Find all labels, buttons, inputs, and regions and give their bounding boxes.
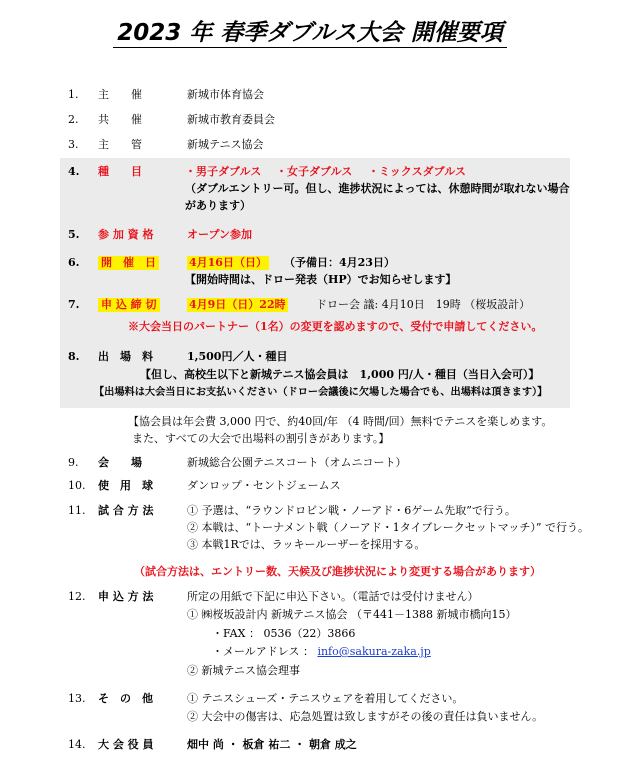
item-10-number: 10. (68, 479, 86, 492)
item-13-label: そ の 他 (98, 692, 153, 705)
format-line1: ① 予選は、“ラウンドロビン戦・ノーアド・6ゲーム先取”で行う。 (187, 504, 516, 517)
item-3-value: 新城テニス協会 (187, 138, 264, 151)
format-warning: （試合方法は、エントリー数、天候及び進捗状況により変更する場合があります） (134, 565, 541, 578)
item-11-number: 11. (68, 504, 86, 517)
item-11-label: 試 合 方 法 (98, 504, 154, 517)
item-4-label: 種 目 (98, 165, 142, 178)
ball-value: ダンロップ・セントジェームス (187, 479, 341, 492)
item-2-value: 新城市教育委員会 (187, 113, 275, 126)
partner-change-notice: ※大会当日のパートナー（1名）の変更を認めますので、受付で申請してください。 (128, 320, 543, 333)
event-note-line2: があります） (185, 199, 251, 212)
item-2-number: 2. (68, 113, 79, 126)
email-link[interactable]: info@sakura-zaka.jp (317, 645, 431, 658)
item-1-number: 1. (68, 88, 79, 101)
deadline-value: 4月9日（日）22時 (189, 298, 286, 311)
item-10-label: 使 用 球 (98, 479, 153, 492)
apply-line1: 所定の用紙で下記に申込下さい。（電話では受付けません） (187, 590, 479, 603)
event-note-line1: （ダブルエントリー可。但し、進捗状況によっては、休憩時間が取れない場合 (185, 182, 570, 195)
eligibility-value: オープン参加 (187, 228, 253, 241)
date-reserve: （予備日：4月23日） (284, 256, 395, 269)
item-5-label: 参 加 資 格 (98, 228, 154, 241)
item-7-number: 7. (68, 298, 80, 311)
title-text: 2023 年 春季ダブルス大会 開催要項 (113, 20, 506, 48)
item-5-number: 5. (68, 228, 80, 241)
item-3-number: 3. (68, 138, 79, 151)
item-8-number: 8. (68, 350, 80, 363)
apply-mail-label: ・メールアドレス ： (212, 645, 318, 658)
item-4-number: 4. (68, 165, 80, 178)
draw-meeting: ドロー会 議: 4月10日 19時 （桜坂設計） (316, 298, 531, 311)
item-7-label: 申 込 締 切 (98, 298, 160, 312)
membership-line2: また、すべての大会で出場料の割引きがあります。】 (132, 432, 390, 445)
apply-line2: ① ㈱桜坂設計内 新城テニス協会 （〒441－1388 新城市橋向15） (187, 608, 517, 621)
apply-fax: ・FAX ： 0536（22）3866 (212, 627, 356, 640)
format-line3: ③ 本戦1Rでは、ラッキールーザーを採用する。 (187, 538, 426, 551)
item-13-number: 13. (68, 692, 86, 705)
item-12-label: 申 込 方 法 (98, 590, 154, 603)
membership-line1: 【協会員は年会費 3,000 円で、約40回/年 （4 時間/回）無料でテニスを楽しめます。 (128, 415, 553, 428)
format-line2: ② 本戦は、“トーナメント戦（ノーアド・1タイブレークセットマッチ）” で行う。 (187, 521, 589, 534)
item-9-label: 会 場 (98, 456, 142, 469)
other-line2: ② 大会中の傷害は、応急処置は致しますがその後の責任は負いません。 (187, 710, 544, 723)
event-mens-doubles: ・男子ダブルス (185, 165, 262, 178)
date-start-time: 【開始時間は、ドロー発表（HP）でお知らせします】 (185, 273, 457, 286)
item-6-label: 開 催 日 (98, 256, 159, 270)
apply-line3: ② 新城テニス協会理事 (187, 664, 301, 677)
fee-payment-note: 【出場料は大会当日にお支払いください（ドロー会議後に欠場した場合でも、出場料は頂きます）】 (94, 386, 548, 398)
officials-value: 畑中 尚 ・ 板倉 祐二 ・ 朝倉 成之 (187, 738, 357, 751)
item-2-label: 共 催 (98, 113, 142, 126)
item-14-number: 14. (68, 738, 86, 751)
venue-value: 新城総合公園テニスコート（オムニコート） (187, 456, 407, 469)
fee-value: 1,500円／人・種目 (187, 350, 288, 363)
other-line1: ① テニスシューズ・テニスウェアを着用してください。 (187, 692, 464, 705)
page-title (0, 14, 620, 47)
item-1-label: 主 催 (98, 88, 142, 101)
apply-mail-row (212, 645, 431, 659)
item-9-number: 9. (68, 456, 79, 469)
item-12-number: 12. (68, 590, 86, 603)
event-womens-doubles: ・女子ダブルス (276, 165, 353, 178)
date-value: 4月16日（日） (189, 256, 267, 269)
fee-student-discount: 【但し、高校生以下と新城テニス協会員は 1,000 円/人・種目（当日入会可）】 (140, 368, 540, 381)
item-8-label: 出 場 料 (98, 350, 153, 363)
event-mixed-doubles: ・ミックスダブルス (368, 165, 466, 178)
item-6-number: 6. (68, 256, 80, 269)
item-1-value: 新城市体育協会 (187, 88, 264, 101)
item-14-label: 大 会 役 員 (98, 738, 154, 751)
item-3-label: 主 管 (98, 138, 142, 151)
